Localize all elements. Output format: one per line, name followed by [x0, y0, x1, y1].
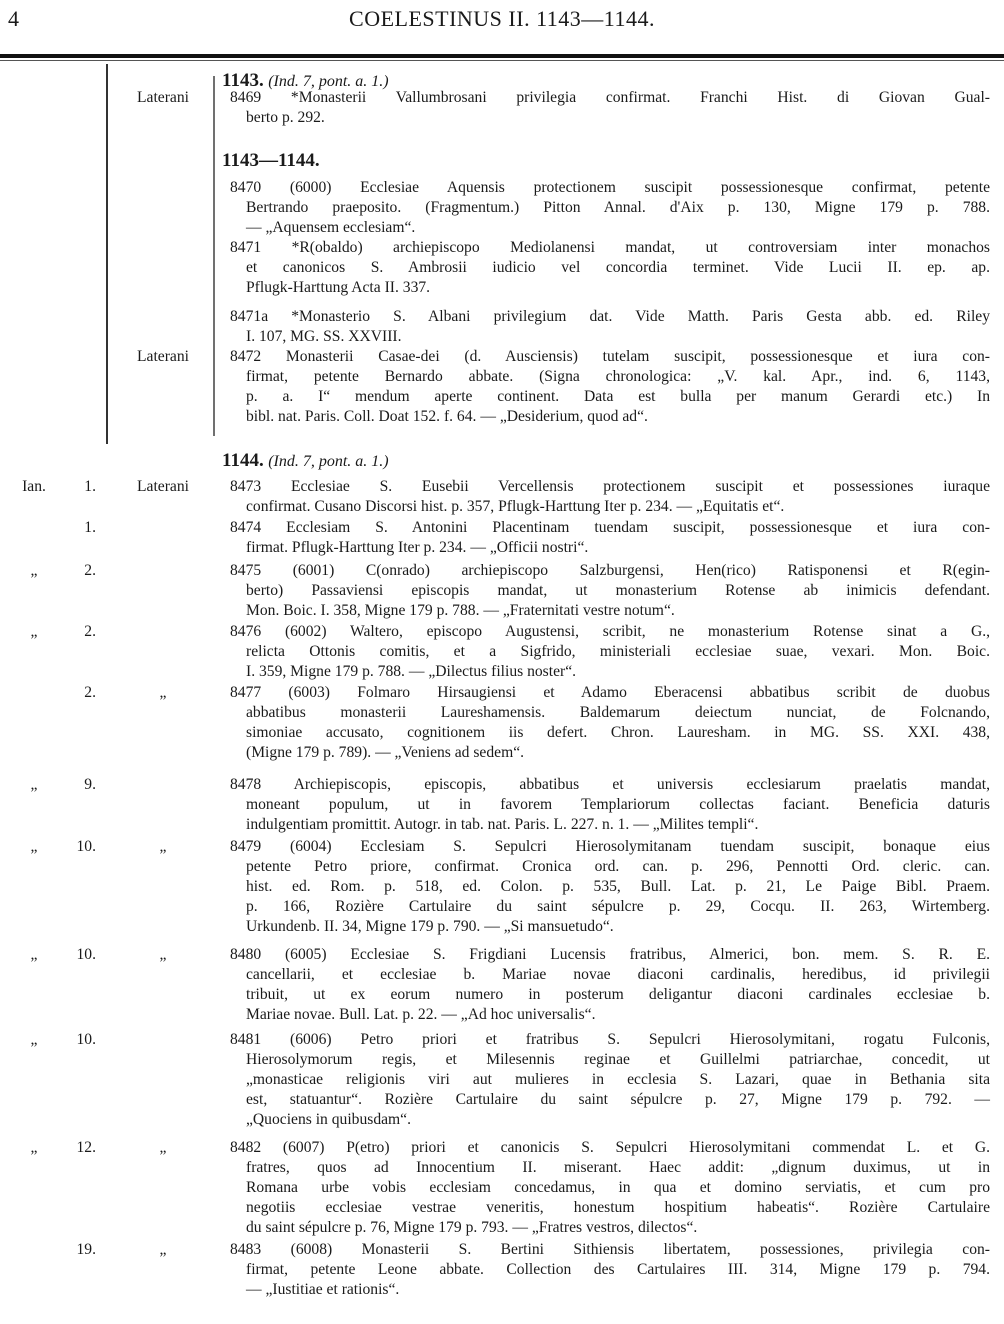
regest-entry: [222, 307, 990, 347]
column-divider: [213, 76, 215, 436]
entry-month: „: [30, 838, 38, 855]
column-divider: [106, 64, 108, 444]
entry-place: „: [159, 684, 167, 701]
regest-entry: [222, 477, 990, 517]
entry-line: Urkundenb. II. 34, Migne 179 p. 790. — „Si mansuetudo“.: [246, 918, 614, 935]
entry-line: 8479 (6004) Ecclesiam S. Sepulcri Hierosolymitanam tuendam suscipit, bonaque eius: [230, 838, 990, 855]
entry-line: moneant populum, ut in favorem Templariorum collectas faciant. Beneficia daturis: [246, 796, 990, 813]
entry-line: Mon. Boic. I. 358, Migne 179 p. 788. — „Fraternitati vestre notum“.: [246, 602, 675, 619]
regest-entry: [222, 561, 990, 621]
entry-line: — „Iustitiae et rationis“.: [246, 1281, 400, 1298]
entry-line: 8482 (6007) P(etro) priori et canonicis S. Sepulcri Hierosolymitani commendat L. et G.: [230, 1139, 990, 1156]
regest-entry: [222, 683, 990, 763]
header-rule-thin: [0, 60, 1004, 61]
regest-entry: [222, 518, 990, 558]
entry-line: Bertrando praeposito. (Fragmentum.) Pitton Annal. d'Aix p. 130, Migne 179 p. 788.: [246, 199, 990, 216]
entry-day: 2.: [84, 684, 96, 701]
entry-day: 2.: [84, 562, 96, 579]
entry-line: cancellarii, et ecclesiae b. Mariae novae diaconi cardinalis, heredibus, id privilegii: [246, 966, 990, 983]
entry-line: (Migne 179 p. 789). — „Veniens ad sedem“.: [246, 744, 525, 761]
entry-line: 8477 (6003) Folmaro Hirsaugiensi et Adamo Eberacensi abbatibus scribit de duobus: [230, 684, 990, 701]
regest-entry: [222, 178, 990, 238]
entry-place: „: [159, 946, 167, 963]
entry-line: 8478 Archiepiscopis, episcopis, abbatibus et universis ecclesiarum praelatis mandat,: [230, 776, 990, 793]
entry-line: 8483 (6008) Monasterii S. Bertini Sithiensis libertatem, possessiones, privilegia con-: [230, 1241, 990, 1258]
entry-line: 8480 (6005) Ecclesiae S. Frigdiani Lucensis fratribus, Almerici, bon. mem. S. R. E.: [230, 946, 990, 963]
section-heading-1143-1144: 1143—1144.: [222, 150, 320, 171]
entry-month: Ian.: [22, 478, 46, 495]
entry-line: est, statuantur“. Rozière Cartulaire du saint sépulcre p. 27, Migne 179 p. 792. —: [246, 1091, 990, 1108]
regest-entry: [222, 347, 990, 427]
entry-line: p. 166, Rozière Cartulaire du saint sépulcre p. 29, Cocqu. II. 263, Wirtemberg.: [246, 898, 990, 915]
regest-entry: [222, 945, 990, 1025]
entry-line: firmat, petente Bernardo abbate. (Signa chronologica: „V. kal. Apr., ind. 6, 1143,: [246, 368, 990, 385]
entry-line: berto) Passaviensi episcopis mandat, ut monasterium Rotense ab inimicis defendant.: [246, 582, 990, 599]
entry-line: negotiis ecclesiae vestrae veneritis, honestum hospitium habeatis“. Rozière Cartulaire: [246, 1199, 990, 1216]
entry-line: 8481 (6006) Petro priori et fratribus S. Sepulcri Hierosolymitani, rogatu Fulconis,: [230, 1031, 990, 1048]
entry-line: 8471a *Monasterio S. Albani privilegium dat. Vide Matth. Paris Gesta abb. ed. Riley: [230, 308, 990, 325]
entry-line: firmat, petente Leone abbate. Collection des Cartulaires III. 314, Migne 179 p. 794.: [246, 1261, 990, 1278]
running-head: COELESTINUS II. 1143—1144.: [349, 6, 655, 31]
regest-entry: [222, 837, 990, 937]
entry-month: „: [30, 776, 38, 793]
entry-day: 10.: [76, 946, 96, 963]
entry-line: fratres, quos ad Innocentium II. miserant. Haec addit: „dignum duximus, ut in: [246, 1159, 990, 1176]
entry-line: abbatibus monasterii Laureshamensis. Baldemarum deiectum nunciat, de Folcnando,: [246, 704, 990, 721]
entry-day: 1.: [84, 519, 96, 536]
entry-day: 1.: [84, 478, 96, 495]
entry-line: 8472 Monasterii Casae-dei (d. Ausciensis) tutelam suscipit, possessionesque et iura con-: [230, 348, 990, 365]
entry-place: Laterani: [137, 89, 189, 106]
regest-entry: [222, 88, 990, 128]
regest-entry: [222, 1240, 990, 1300]
entry-month: „: [30, 1139, 38, 1156]
section-heading-1143: 1143. (Ind. 7, pont. a. 1.): [222, 70, 389, 91]
entry-line: Romana urbe vobis ecclesiam concedamus, in qua et domino serviatis, et cum pro: [246, 1179, 990, 1196]
entry-line: — „Aquensem ecclesiam“.: [246, 219, 416, 236]
entry-line: Mariae novae. Bull. Lat. p. 22. — „Ad hoc universalis“.: [246, 1006, 596, 1023]
entry-month: „: [30, 562, 38, 579]
entry-line: 8473 Ecclesiae S. Eusebii Vercellensis protectionem suscipit et possessiones iuraque: [230, 478, 990, 495]
entry-place: Laterani: [137, 478, 189, 495]
entry-line: 8469 *Monasterii Vallumbrosani privilegia confirmat. Franchi Hist. di Giovan Gual-: [230, 89, 990, 106]
regest-entry: [222, 238, 990, 298]
entry-day: 19.: [76, 1241, 96, 1258]
entry-line: Pflugk-Harttung Acta II. 337.: [246, 279, 431, 296]
regest-entry: [222, 1138, 990, 1238]
entry-line: indulgentiam promittit. Autogr. in tab. nat. Paris. L. 227. n. 1. — „Milites templi“.: [246, 816, 759, 833]
entry-line: confirmat. Cusano Discorsi hist. p. 357, Pflugk-Harttung Iter p. 234. — „Equitatis et“.: [246, 498, 785, 515]
entry-line: berto p. 292.: [246, 109, 325, 126]
entry-line: Hierosolymorum regis, et Milesennis reginae et Guillelmi patriarchae, concedit, ut: [246, 1051, 990, 1068]
entry-line: 8471 *R(obaldo) archiepiscopo Mediolanensi mandat, ut controversiam inter monachos: [230, 239, 990, 256]
entry-line: 8476 (6002) Waltero, episcopo Augustensi, scribit, ne monasterium Rotense sinat a G.,: [230, 623, 990, 640]
entry-place: „: [159, 838, 167, 855]
entry-place: „: [159, 1139, 167, 1156]
entry-line: et canonicos S. Ambrosii iudicio vel concordia terminet. Vide Lucii II. ep. ap.: [246, 259, 990, 276]
entry-day: 9.: [84, 776, 96, 793]
regest-entry: [222, 622, 990, 682]
entry-line: firmat. Pflugk-Harttung Iter p. 234. — „Officii nostri“.: [246, 539, 589, 556]
regest-entry: [222, 1030, 990, 1130]
entry-place: „: [159, 1241, 167, 1258]
entry-line: I. 359, Migne 179 p. 788. — „Dilectus filius noster“.: [246, 663, 577, 680]
section-heading-1144: 1144. (Ind. 7, pont. a. 1.): [222, 450, 389, 471]
entry-month: „: [30, 623, 38, 640]
page-number: 4: [8, 6, 19, 31]
entry-line: 8475 (6001) C(onrado) archiepiscopo Salzburgensi, Hen(rico) Ratisponensi et R(egin-: [230, 562, 990, 579]
entry-line: petente Petro priore, confirmat. Cronica ord. can. p. 296, Pennotti Ord. cleric. can.: [246, 858, 990, 875]
entry-day: 2.: [84, 623, 96, 640]
entry-day: 10.: [76, 1031, 96, 1048]
entry-line: 8470 (6000) Ecclesiae Aquensis protectionem suscipit possessionesque confirmat, petente: [230, 179, 990, 196]
entry-line: „monasticae religionis viri aut mulieres in ecclesia S. Lazari, quae in Bethania sita: [246, 1071, 990, 1088]
entry-line: „Quociens in quibusdam“.: [246, 1111, 411, 1128]
entry-line: bibl. nat. Paris. Coll. Doat 152. f. 64. — „Desiderium, quod ad“.: [246, 408, 648, 425]
header-rule: [0, 54, 1004, 58]
regest-entry: [222, 775, 990, 835]
entry-line: I. 107, MG. SS. XXVIII.: [246, 328, 402, 345]
entry-line: 8474 Ecclesiam S. Antonini Placentinam tuendam suscipit, possessionesque et iura con-: [230, 519, 990, 536]
entry-day: 12.: [76, 1139, 96, 1156]
entry-day: 10.: [76, 838, 96, 855]
entry-line: du saint sépulcre p. 76, Migne 179 p. 793. — „Fratres vestros, dilectos“.: [246, 1219, 698, 1236]
entry-month: „: [30, 1031, 38, 1048]
entry-line: hist. ed. Rom. p. 518, ed. Colon. p. 535, Bull. Lat. p. 21, Le Paige Bibl. Praem.: [246, 878, 990, 895]
entry-line: p. a. I“ mendum aperte continent. Data est bulla per manum Gerardi etc.) In: [246, 388, 990, 405]
entry-month: „: [30, 946, 38, 963]
entry-place: Laterani: [137, 348, 189, 365]
entry-line: simoniae accusato, cognitionem iis defert. Chron. Lauresham. in MG. SS. XXI. 438,: [246, 724, 990, 741]
entry-line: tribuit, ut ex eorum numero in posterum deligantur diaconi cardinales ecclesiae b.: [246, 986, 990, 1003]
entry-line: relicta Ottonis comitis, et a Sigfrido, ministeriali ecclesiae suae, vexari. Mon. Boic.: [246, 643, 990, 660]
